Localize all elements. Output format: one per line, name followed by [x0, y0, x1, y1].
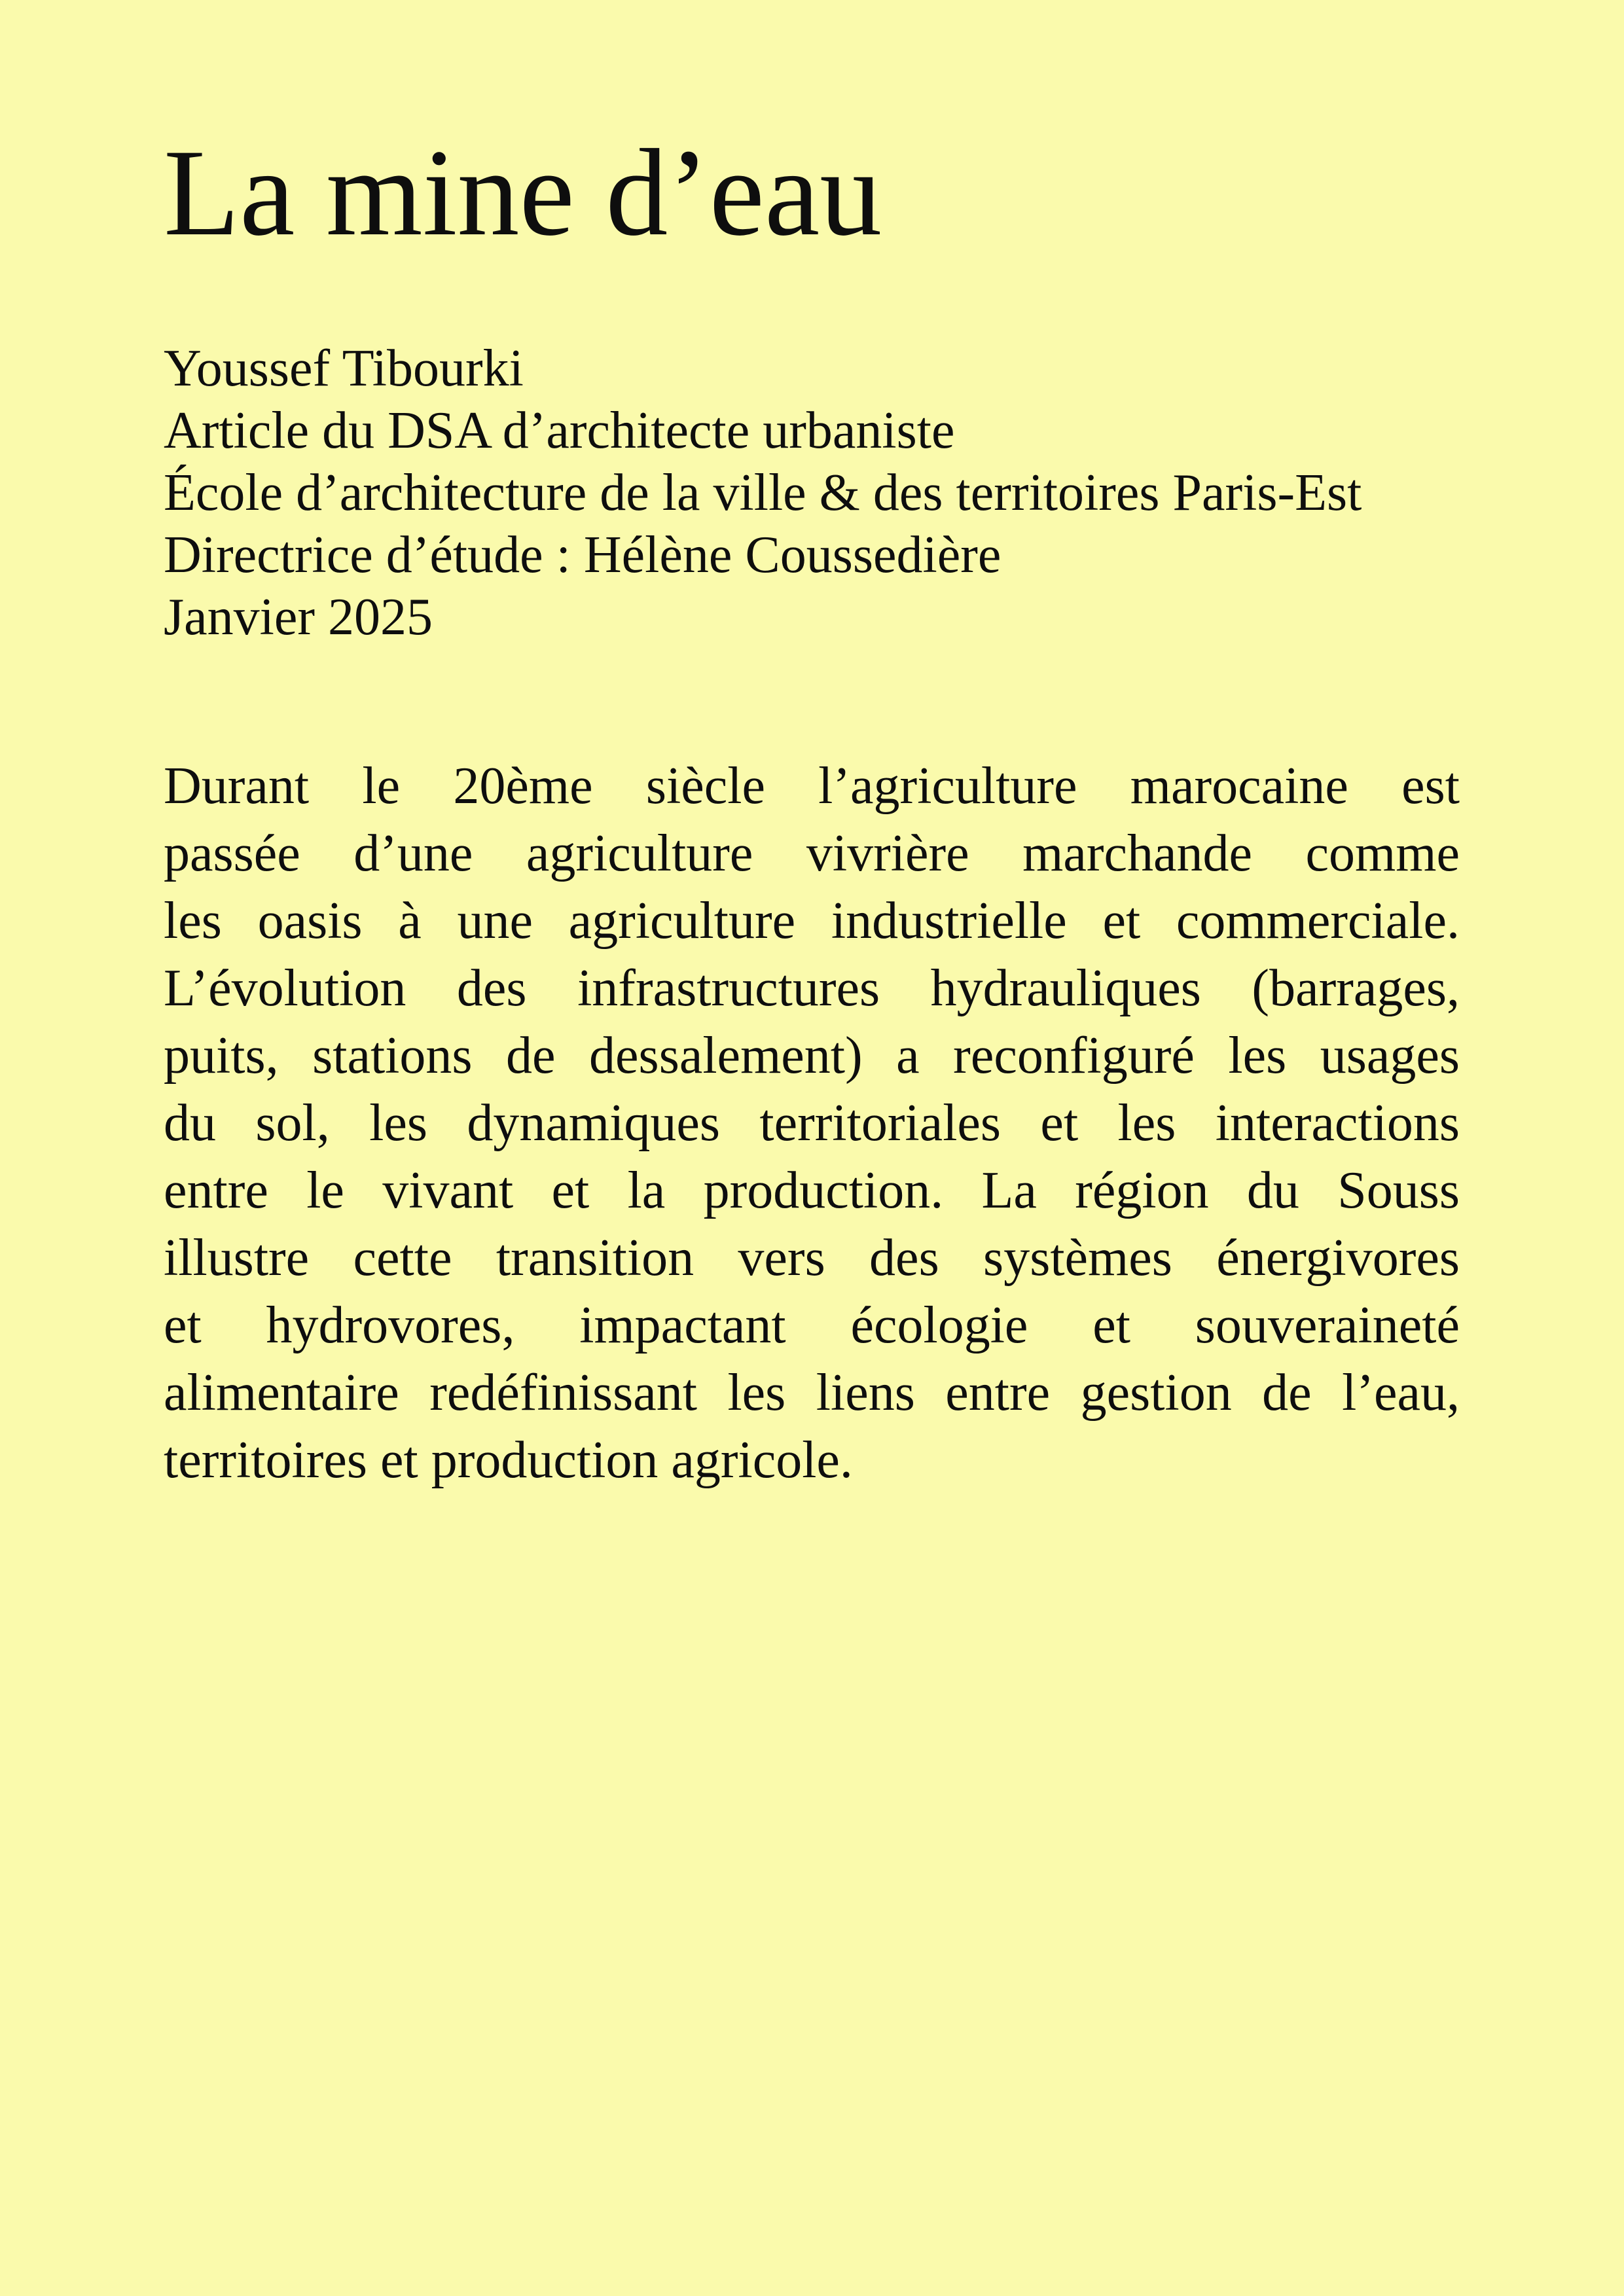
paragraph-line: les oasis à une agriculture industrielle et commerciale. — [164, 892, 1460, 950]
paragraph-line: alimentaire redéfinissant les liens entre gestion de l’eau, — [164, 1364, 1460, 1422]
paragraph-line: puits, stations de dessalement) a reconfiguré les usages — [164, 1027, 1460, 1085]
paragraph-line: passée d’une agriculture vivrière marchande comme — [164, 825, 1460, 882]
paragraph-line: entre le vivant et la production. La région du Souss — [164, 1162, 1460, 1219]
byline-director: Directrice d’étude : Hélène Coussedière — [164, 526, 1001, 584]
paragraph-line: illustre cette transition vers des systèmes énergivores — [164, 1229, 1460, 1287]
paragraph-line: Durant le 20ème siècle l’agriculture marocaine est — [164, 757, 1460, 815]
byline-block — [164, 338, 1460, 649]
byline-author: Youssef Tibourki — [164, 340, 524, 397]
paragraph-line: du sol, les dynamiques territoriales et les interactions — [164, 1094, 1460, 1152]
paragraph-line: L’évolution des infrastructures hydrauliques (barrages, — [164, 960, 1460, 1017]
paragraph-line: et hydrovores, impactant écologie et souveraineté — [164, 1297, 1460, 1354]
byline-date: Janvier 2025 — [164, 588, 433, 646]
byline-school: École d’architecture de la ville & des territoires Paris-Est — [164, 464, 1362, 522]
page-title: La mine d’eau — [164, 124, 882, 262]
abstract-paragraph — [164, 753, 1460, 1494]
paragraph-line: territoires et production agricole. — [164, 1431, 853, 1489]
byline-article: Article du DSA d’architecte urbaniste — [164, 402, 955, 459]
